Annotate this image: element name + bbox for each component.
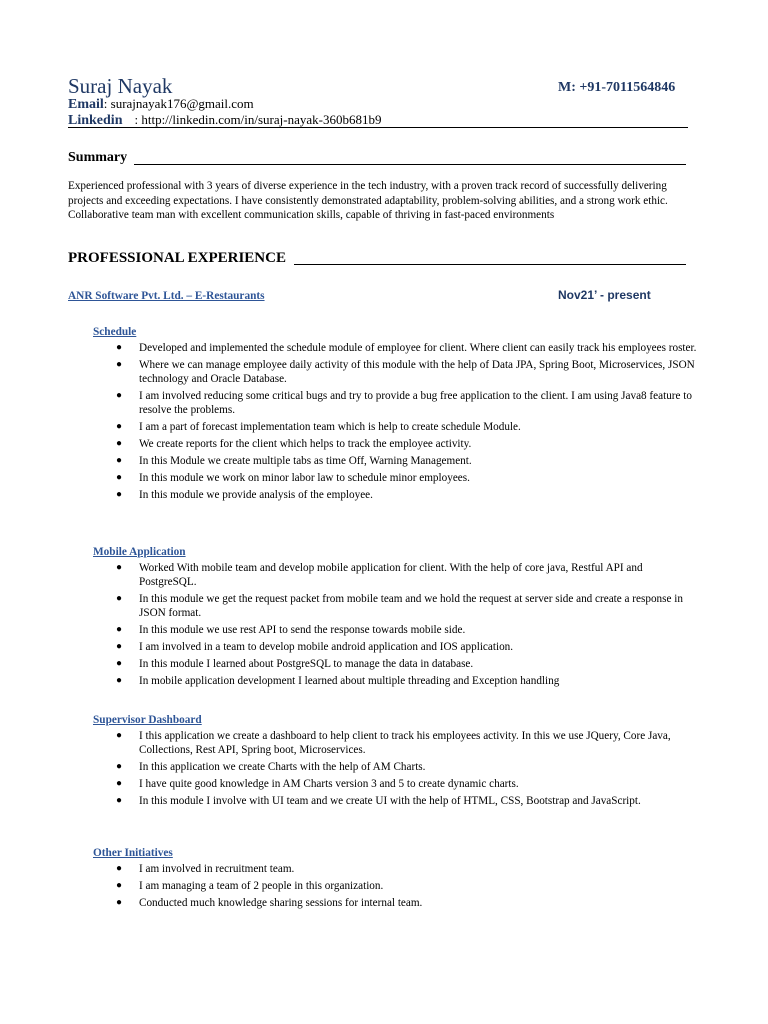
list-item: ● In this module I learned about PostgreSQL to manage the data in database. bbox=[116, 658, 474, 670]
list-item: ● In this module we provide analysis of the employee. bbox=[116, 489, 373, 501]
list-item: ● Conducted much knowledge sharing sessions for internal team. bbox=[116, 897, 423, 909]
bullet-icon: ● bbox=[116, 658, 123, 669]
list-item: ● Worked With mobile team and develop mobile application for client. With the help of core java, Restful API and PostgreSQL. bbox=[116, 562, 643, 588]
subsection-title-schedule: Schedule bbox=[93, 326, 137, 338]
bullet-icon: ● bbox=[116, 489, 123, 500]
phone-number: +91-7011564846 bbox=[579, 80, 676, 95]
bullet-icon: ● bbox=[116, 359, 123, 370]
bullet-icon: ● bbox=[116, 455, 123, 466]
subsection-title-supervisor-dashboard: Supervisor Dashboard bbox=[93, 714, 202, 726]
bullet-icon: ● bbox=[116, 438, 123, 449]
bullet-icon: ● bbox=[116, 795, 123, 806]
list-item: ● In this module we get the request packet from mobile team and we hold the request at server side and create a response in JSON format. bbox=[116, 593, 683, 619]
linkedin-url[interactable]: : http://linkedin.com/in/suraj-nayak-360b681b9 bbox=[134, 112, 382, 127]
summary-heading: Summary bbox=[68, 150, 128, 165]
candidate-name: Suraj Nayak bbox=[68, 74, 173, 98]
email-line bbox=[68, 96, 254, 112]
experience-heading: PROFESSIONAL EXPERIENCE bbox=[68, 250, 286, 266]
list-item: ● I am involved in a team to develop mobile android application and IOS application. bbox=[116, 641, 514, 653]
supervisor-dashboard-list bbox=[0, 729, 768, 811]
bullet-icon: ● bbox=[116, 641, 123, 652]
subsection-title-mobile-application: Mobile Application bbox=[93, 546, 186, 558]
mobile-application-list bbox=[0, 561, 768, 691]
linkedin-label: Linkedin bbox=[68, 113, 123, 128]
experience-rule bbox=[294, 264, 686, 265]
list-item: ● In this module we work on minor labor law to schedule minor employees. bbox=[116, 472, 470, 484]
bullet-icon: ● bbox=[116, 593, 123, 604]
list-item: ● I am involved reducing some critical bugs and try to provide a bug free application to the client. I am using Java8 feature to resolve the problems. bbox=[116, 390, 692, 416]
company-name: ANR Software Pvt. Ltd. – E-Restaurants bbox=[68, 290, 265, 302]
bullet-icon: ● bbox=[116, 624, 123, 635]
summary-rule bbox=[134, 164, 686, 165]
list-item: ● In this module we use rest API to send the response towards mobile side. bbox=[116, 624, 466, 636]
list-item: ● We create reports for the client which helps to track the employee activity. bbox=[116, 438, 472, 450]
bullet-icon: ● bbox=[116, 863, 123, 874]
bullet-icon: ● bbox=[116, 897, 123, 908]
employment-dates: Nov21’ - present bbox=[558, 288, 651, 302]
list-item: ● In this application we create Charts with the help of AM Charts. bbox=[116, 761, 426, 773]
phone-line bbox=[558, 80, 675, 96]
other-initiatives-list bbox=[0, 862, 768, 913]
phone-label: M: bbox=[558, 80, 576, 95]
bullet-icon: ● bbox=[116, 562, 123, 573]
bullet-icon: ● bbox=[116, 730, 123, 741]
email-label: Email bbox=[68, 97, 104, 112]
list-item: ● I have quite good knowledge in AM Charts version 3 and 5 to create dynamic charts. bbox=[116, 778, 519, 790]
subsection-title-other-initiatives: Other Initiatives bbox=[93, 847, 173, 859]
list-item: ● I am involved in recruitment team. bbox=[116, 863, 295, 875]
list-item: ● In this module I involve with UI team and we create UI with the help of HTML, CSS, Bootstrap and JavaScript. bbox=[116, 795, 641, 807]
header-divider bbox=[68, 127, 688, 128]
schedule-list bbox=[0, 341, 768, 505]
list-item: ● I this application we create a dashboard to help client to track his employees activity. In this we use JQuery, Core Java, Collections, Rest API, Spring boot, Microservices. bbox=[116, 730, 671, 756]
bullet-icon: ● bbox=[116, 778, 123, 789]
bullet-icon: ● bbox=[116, 761, 123, 772]
bullet-icon: ● bbox=[116, 421, 123, 432]
bullet-icon: ● bbox=[116, 342, 123, 353]
summary-text: Experienced professional with 3 years of diverse experience in the tech industry, with a proven track record of successfully delivering projects and exceeding expectations. I have consistently demonstrated adaptability, problem-solving abilities, and a strong work ethic. Collaborative team man with excellent communication skills, capable of thriving in fast-paced environments bbox=[68, 180, 668, 221]
list-item: ● In mobile application development I learned about multiple threading and Exception handling bbox=[116, 675, 560, 687]
list-item: ● I am managing a team of 2 people in this organization. bbox=[116, 880, 384, 892]
list-item: ● I am a part of forecast implementation team which is help to create schedule Module. bbox=[116, 421, 521, 433]
email-value[interactable]: : surajnayak176@gmail.com bbox=[103, 96, 254, 111]
list-item: ● In this Module we create multiple tabs as time Off, Warning Management. bbox=[116, 455, 472, 467]
bullet-icon: ● bbox=[116, 472, 123, 483]
bullet-icon: ● bbox=[116, 390, 123, 401]
list-item: ● Developed and implemented the schedule module of employee for client. Where client can easily track his employees roster. bbox=[116, 342, 697, 354]
bullet-icon: ● bbox=[116, 880, 123, 891]
linkedin-line bbox=[68, 112, 381, 128]
list-item: ● Where we can manage employee daily activity of this module with the help of Data JPA, Spring Boot, Microservices, JSON technology and Oracle Database. bbox=[116, 359, 695, 385]
bullet-icon: ● bbox=[116, 675, 123, 686]
